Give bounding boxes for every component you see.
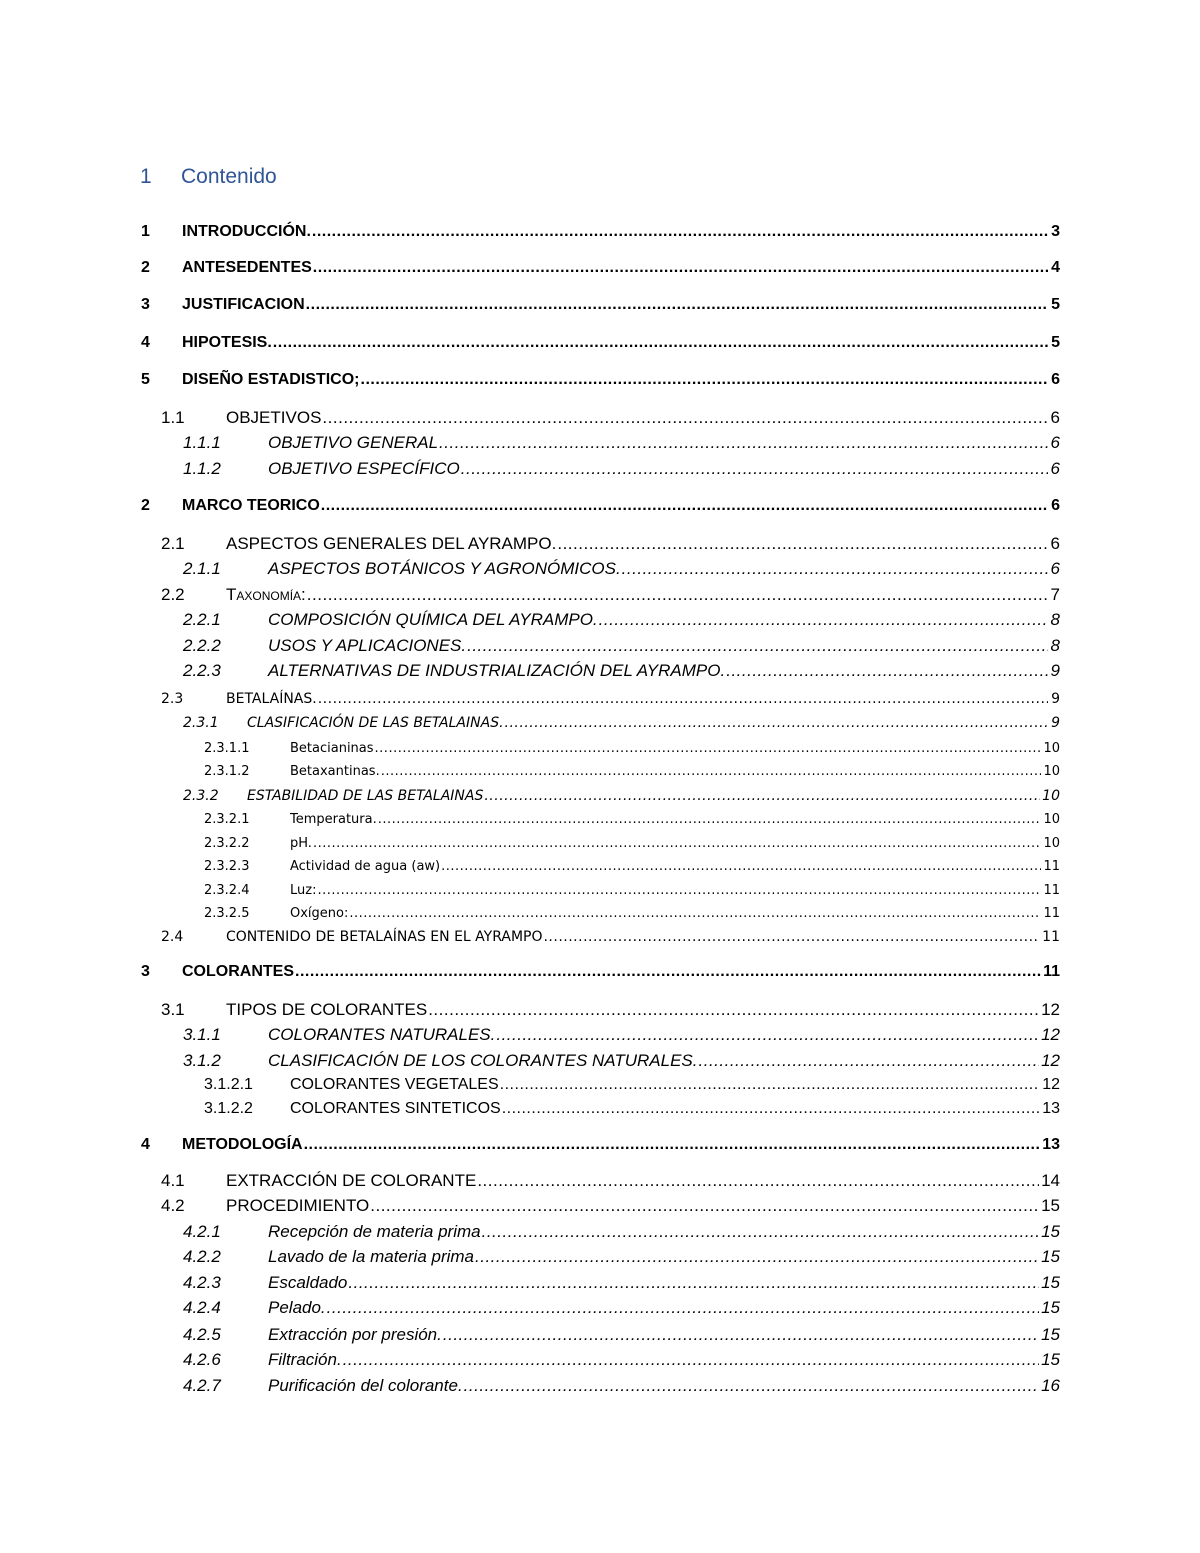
- toc-heading-number: 1: [140, 165, 152, 188]
- toc-entry-title: Filtración.: [268, 1350, 342, 1369]
- toc-entry-page: 11: [1043, 906, 1060, 921]
- toc-entry-title: ANTESEDENTES: [182, 259, 312, 276]
- toc-entry-title: INTRODUCCIÓN.: [182, 223, 311, 240]
- toc-entry-number: 1.1.2: [183, 459, 221, 478]
- toc-entry-number: 3.1.1: [183, 1025, 221, 1044]
- dot-leader: [441, 858, 1041, 875]
- toc-entry[interactable]: [0, 1131, 1060, 1155]
- toc-entry-page: 6: [1050, 534, 1060, 553]
- toc-entry-number: 4.2.7: [183, 1376, 221, 1395]
- toc-entry-title: ESTABILIDAD DE LAS BETALAINAS: [247, 788, 484, 804]
- dot-leader: [348, 1272, 1039, 1293]
- toc-entry-title: CONTENIDO DE BETALAÍNAS EN EL AYRAMPO: [226, 929, 543, 945]
- toc-entry[interactable]: [0, 781, 1060, 805]
- toc-entry-number: 2.3.2.3: [204, 859, 250, 874]
- toc-entry-title: TIPOS DE COLORANTES: [226, 1000, 428, 1019]
- toc-entry-number: 2.3.2.4: [204, 883, 250, 898]
- toc-entry-title: OBJETIVO GENERAL: [268, 433, 439, 452]
- toc-heading-title: Contenido: [181, 165, 277, 188]
- toc-entry[interactable]: [0, 898, 1060, 922]
- toc-entry[interactable]: [0, 1372, 1060, 1396]
- dot-leader: [361, 370, 1049, 390]
- toc-entry-number: 3.1.2: [183, 1051, 221, 1070]
- toc-entry-page: 11: [1043, 963, 1060, 980]
- toc-entry-title: CLASIFICACIÓN DE LAS BETALAINAS.: [247, 715, 504, 731]
- toc-entry-page: 13: [1042, 1100, 1060, 1117]
- dot-leader: [496, 1024, 1039, 1045]
- dot-leader: [467, 635, 1048, 656]
- dot-leader: [500, 1075, 1041, 1095]
- toc-entry[interactable]: [0, 555, 1060, 579]
- dot-leader: [273, 333, 1048, 353]
- toc-entry[interactable]: [0, 1071, 1060, 1095]
- toc-entry-number: 3.1.2.2: [204, 1100, 253, 1117]
- dot-leader: [313, 258, 1048, 278]
- toc-entry-title: ALTERNATIVAS DE INDUSTRIALIZACIÓN DEL AYRAMPO.: [268, 661, 726, 680]
- dot-leader: [543, 928, 1040, 946]
- dot-leader: [505, 714, 1048, 732]
- toc-entry-page: 10: [1043, 764, 1060, 779]
- toc-entry-page: 15: [1041, 1325, 1060, 1344]
- dot-leader: [327, 1297, 1039, 1318]
- toc-entry-page: 3: [1051, 223, 1060, 240]
- toc-entry-page: 10: [1043, 812, 1060, 827]
- toc-entry-title: COLORANTES SINTETICOS: [290, 1100, 501, 1117]
- toc-entry-title: MARCO TEORICO: [182, 497, 320, 514]
- toc-entry[interactable]: [0, 1047, 1060, 1071]
- toc-entry-page: 12: [1041, 1025, 1060, 1044]
- toc-entry-page: 9: [1051, 691, 1060, 707]
- toc-entry-number: 2.1: [161, 534, 185, 553]
- toc-entry-title: COLORANTES NATURALES.: [268, 1025, 496, 1044]
- toc-entry[interactable]: [0, 329, 1060, 353]
- toc-entry-number: 5: [141, 371, 150, 388]
- toc-entry[interactable]: [0, 1192, 1060, 1216]
- toc-entry-number: 4.2.4: [183, 1298, 221, 1317]
- dot-leader: [439, 432, 1048, 453]
- dot-leader: [502, 1099, 1041, 1119]
- toc-entry-title: Temperatura.: [290, 812, 377, 827]
- toc-entry-number: 2.3.2: [183, 788, 219, 804]
- toc-entry-title: ASPECTOS GENERALES DEL AYRAMPO.: [226, 534, 557, 553]
- toc-entry-page: 15: [1041, 1298, 1060, 1317]
- dot-leader: [461, 458, 1048, 479]
- toc-entry-number: 4.1: [161, 1171, 185, 1190]
- toc-entry-title: ASPECTOS BOTÁNICOS Y AGRONÓMICOS.: [268, 559, 621, 578]
- toc-entry-title: Lavado de la materia prima: [268, 1247, 475, 1266]
- toc-entry-number: 2.2.1: [183, 610, 221, 629]
- dot-leader: [726, 660, 1048, 681]
- toc-entry-page: 11: [1043, 883, 1060, 898]
- toc-entry-number: 1.1.1: [183, 433, 221, 452]
- toc-entry-number: 1: [141, 223, 150, 240]
- toc-entry-number: 3.1: [161, 1000, 185, 1019]
- dot-leader: [318, 690, 1048, 708]
- toc-entry-title: COMPOSICIÓN QUÍMICA DEL AYRAMPO.: [268, 610, 598, 629]
- dot-leader: [443, 1324, 1039, 1345]
- toc-entry-page: 11: [1042, 929, 1060, 945]
- toc-entry-page: 4: [1051, 259, 1060, 276]
- toc-entry[interactable]: [0, 632, 1060, 656]
- toc-entry-number: 2.2.2: [183, 636, 221, 655]
- dot-leader: [321, 496, 1048, 516]
- toc-entry-number: 4: [141, 1136, 150, 1153]
- toc-entry[interactable]: [0, 366, 1060, 390]
- toc-entry[interactable]: [0, 733, 1060, 757]
- toc-entry-page: 6: [1051, 371, 1060, 388]
- toc-entry-title: Betaxantinas.: [290, 764, 380, 779]
- toc-entry-page: 14: [1041, 1171, 1060, 1190]
- toc-entry-title: BETALAÍNAS.: [226, 691, 317, 707]
- toc-entry-page: 13: [1042, 1136, 1060, 1153]
- toc-entry-page: 8: [1050, 610, 1060, 629]
- toc-entry-page: 15: [1041, 1350, 1060, 1369]
- toc-entry[interactable]: [0, 996, 1060, 1020]
- toc-entry-number: 2.2.3: [183, 661, 221, 680]
- toc-entry[interactable]: [0, 828, 1060, 852]
- toc-entry[interactable]: [0, 254, 1060, 278]
- toc-entry-number: 2: [141, 259, 150, 276]
- toc-entry[interactable]: [0, 1269, 1060, 1293]
- toc-entry-page: 12: [1041, 1000, 1060, 1019]
- toc-entry-page: 10: [1043, 741, 1060, 756]
- dot-leader: [464, 1375, 1039, 1396]
- toc-entry-page: 6: [1051, 497, 1060, 514]
- toc-entry-title: USOS Y APLICACIONES.: [268, 636, 467, 655]
- toc-entry-page: 11: [1043, 859, 1060, 874]
- dot-leader: [312, 222, 1048, 242]
- dot-leader: [475, 1246, 1039, 1267]
- toc-entry-page: 12: [1042, 1076, 1060, 1093]
- toc-entry-page: 5: [1051, 334, 1060, 351]
- toc-entry[interactable]: [0, 1021, 1060, 1045]
- toc-entry[interactable]: [0, 922, 1060, 946]
- dot-leader: [484, 787, 1040, 805]
- toc-entry[interactable]: [0, 429, 1060, 453]
- toc-entry-number: 1.1: [161, 408, 185, 427]
- dot-leader: [428, 999, 1039, 1020]
- dot-leader: [477, 1170, 1039, 1191]
- toc-entry-title: JUSTIFICACION: [182, 296, 305, 313]
- toc-entry-title: DISEÑO ESTADISTICO;: [182, 371, 360, 388]
- toc-entry[interactable]: [0, 958, 1060, 982]
- toc-entry-number: 2.2: [161, 585, 185, 604]
- toc-entry[interactable]: [0, 530, 1060, 554]
- toc-entry-number: 2.3.2.2: [204, 836, 250, 851]
- dot-leader: [370, 1195, 1039, 1216]
- toc-entry-title: COLORANTES: [182, 963, 294, 980]
- toc-entry-title: pH.: [290, 836, 312, 851]
- toc-entry-page: 15: [1041, 1222, 1060, 1241]
- dot-leader: [381, 763, 1042, 780]
- dot-leader: [557, 533, 1048, 554]
- toc-entry-title: Extracción por presión.: [268, 1325, 442, 1344]
- toc-entry-page: 15: [1041, 1196, 1060, 1215]
- dot-leader: [482, 1221, 1039, 1242]
- toc-entry-number: 4.2.2: [183, 1247, 221, 1266]
- toc-entry-number: 4.2.6: [183, 1350, 221, 1369]
- toc-entry-number: 2.1.1: [183, 559, 221, 578]
- toc-entry-title: COLORANTES VEGETALES: [290, 1076, 499, 1093]
- toc-entry-page: 10: [1042, 788, 1060, 804]
- toc-entry-title: HIPOTESIS.: [182, 334, 272, 351]
- toc-entry[interactable]: [0, 492, 1060, 516]
- toc-entry-title: Pelado.: [268, 1298, 326, 1317]
- toc-entry[interactable]: [0, 581, 1060, 605]
- toc-entry-number: 4.2: [161, 1196, 185, 1215]
- toc-entry[interactable]: [0, 404, 1060, 428]
- toc-entry-page: 12: [1041, 1051, 1060, 1070]
- toc-entry[interactable]: [0, 606, 1060, 630]
- toc-entry[interactable]: [0, 1218, 1060, 1242]
- toc-entry[interactable]: [0, 1243, 1060, 1267]
- toc-entry-page: 15: [1041, 1273, 1060, 1292]
- toc-entry-number: 3.1.2.1: [204, 1076, 253, 1093]
- toc-entry[interactable]: [0, 708, 1060, 732]
- toc-entry-title: Betacianinas: [290, 741, 374, 756]
- toc-entry-number: 3: [141, 963, 150, 980]
- toc-entry-page: 6: [1050, 459, 1060, 478]
- toc-entry-title: OBJETIVO ESPECÍFICO: [268, 459, 460, 478]
- toc-entry-number: 2.3.2.1: [204, 812, 250, 827]
- dot-leader: [317, 882, 1041, 899]
- dot-leader: [699, 1050, 1040, 1071]
- toc-entry-number: 2: [141, 497, 150, 514]
- dot-leader: [343, 1349, 1039, 1370]
- toc-entry[interactable]: [0, 851, 1060, 875]
- toc-entry-number: 4.2.1: [183, 1222, 221, 1241]
- toc-entry[interactable]: [0, 218, 1060, 242]
- toc-entry-title: Recepción de materia prima: [268, 1222, 481, 1241]
- toc-entry[interactable]: [0, 1346, 1060, 1370]
- toc-entry-title: METODOLOGÍA: [182, 1136, 303, 1153]
- toc-entry-number: 3: [141, 296, 150, 313]
- toc-entry-title: PROCEDIMIENTO: [226, 1196, 370, 1215]
- toc-entry-title: EXTRACCIÓN DE COLORANTE: [226, 1171, 477, 1190]
- toc-entry-title: Purificación del colorante.: [268, 1376, 463, 1395]
- toc-entry-page: 6: [1050, 559, 1060, 578]
- dot-leader: [375, 740, 1042, 757]
- toc-entry-title: Luz:: [290, 883, 317, 898]
- toc-entry-number: 2.4: [161, 929, 184, 945]
- toc-entry[interactable]: [0, 1167, 1060, 1191]
- toc-entry-page: 9: [1051, 715, 1060, 731]
- toc-entry[interactable]: [0, 804, 1060, 828]
- toc-entry[interactable]: [0, 1321, 1060, 1345]
- toc-entry-page: 9: [1050, 661, 1060, 680]
- dot-leader: [599, 609, 1048, 630]
- toc-entry-number: 2.3.1: [183, 715, 219, 731]
- dot-leader: [313, 835, 1042, 852]
- toc-entry-number: 2.3.1.2: [204, 764, 250, 779]
- toc-entry-page: 15: [1041, 1247, 1060, 1266]
- toc-entry-number: 4: [141, 334, 150, 351]
- toc-entry[interactable]: [0, 875, 1060, 899]
- toc-entry[interactable]: [0, 291, 1060, 315]
- toc-entry[interactable]: [0, 455, 1060, 479]
- toc-entry-page: 16: [1041, 1376, 1060, 1395]
- toc-entry-page: 10: [1043, 836, 1060, 851]
- toc-entry-title: Escaldado: [268, 1273, 348, 1292]
- toc-entry-number: 2.3.1.1: [204, 741, 250, 756]
- toc-entry-title: Oxígeno:: [290, 906, 349, 921]
- toc-entry-title: OBJETIVOS: [226, 408, 322, 427]
- dot-leader: [349, 905, 1041, 922]
- toc-entry-page: 5: [1051, 296, 1060, 313]
- dot-leader: [304, 1135, 1041, 1155]
- dot-leader: [622, 558, 1048, 579]
- toc-entry-page: 8: [1050, 636, 1060, 655]
- toc-entry[interactable]: [0, 1294, 1060, 1318]
- toc-entry-title: Taxonomía:: [226, 585, 306, 604]
- toc-entry-page: 6: [1050, 408, 1060, 427]
- toc-entry-title: CLASIFICACIÓN DE LOS COLORANTES NATURALES.: [268, 1051, 698, 1070]
- toc-entry-page: 6: [1050, 433, 1060, 452]
- dot-leader: [306, 295, 1048, 315]
- toc-entry-number: 2.3: [161, 691, 184, 707]
- toc-entry[interactable]: [0, 657, 1060, 681]
- dot-leader: [295, 962, 1041, 982]
- toc-entry[interactable]: [0, 1095, 1060, 1119]
- toc-entry[interactable]: [0, 756, 1060, 780]
- toc-entry-title: Actividad de agua (aw): [290, 859, 441, 874]
- dot-leader: [307, 584, 1048, 605]
- toc-entry[interactable]: [0, 684, 1060, 708]
- toc-entry-number: 4.2.5: [183, 1325, 221, 1344]
- toc-entry-number: 4.2.3: [183, 1273, 221, 1292]
- toc-entry-page: 7: [1050, 585, 1060, 604]
- dot-leader: [378, 811, 1042, 828]
- toc-entry-number: 2.3.2.5: [204, 906, 250, 921]
- dot-leader: [322, 407, 1048, 428]
